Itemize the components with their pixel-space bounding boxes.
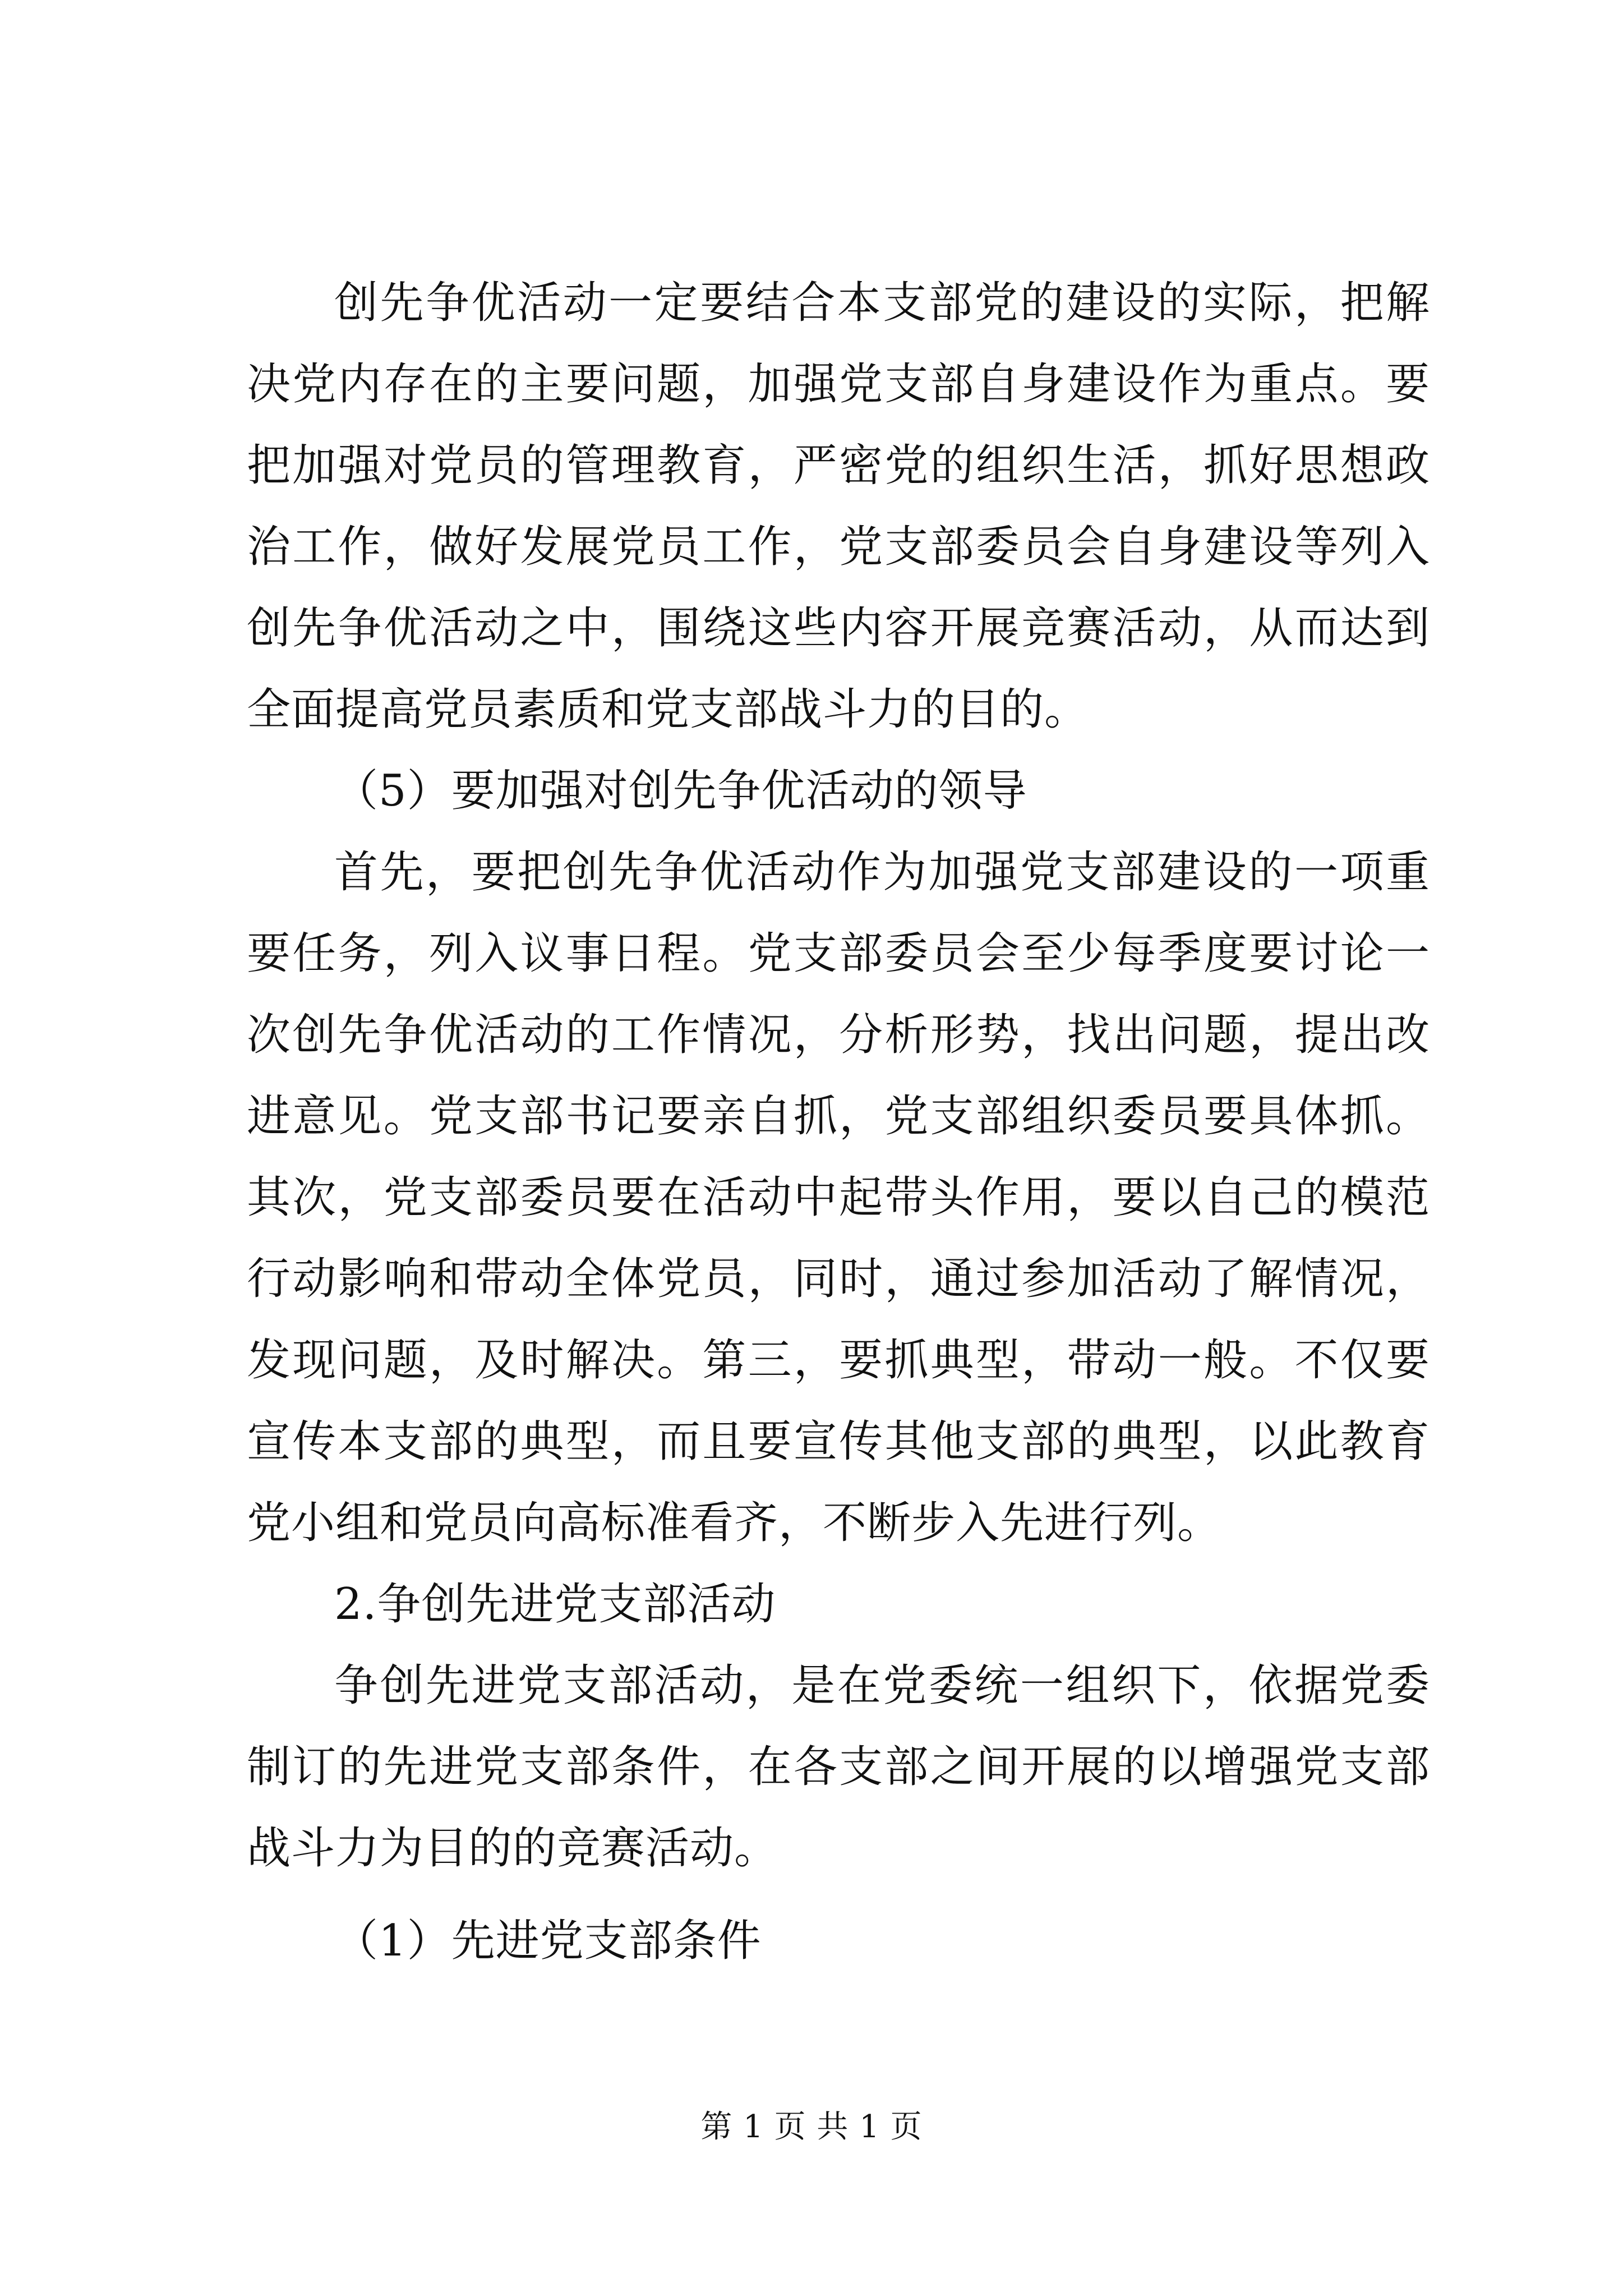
paragraph-2: 首先，要把创先争优活动作为加强党支部建设的一项重要任务，列入议事日程。党支部委员会至少每季度要讨论一次创先争优活动的工作情况，分析形势，找出问题，提出改进意见。党支部书记要亲自抓，党支部组织委员要具体抓。其次，党支部委员要在活动中起带头作用，要以自己的模范行动影响和带动全体党员，同时，通过参加活动了解情况，发现问题，及时解决。第三，要抓典型，带动一般。不仅要宣传本支部的典型，而且要宣传其他支部的典型，以此教育党小组和党员向高标准看齐，不断步入先进行列。 [247,847,1430,1548]
section-heading-2: 2.争创先进党支部活动 [334,1579,776,1630]
paragraph-1: 创先争优活动一定要结合本支部党的建设的实际，把解决党内存在的主要问题，加强党支部自身建设作为重点。要把加强对党员的管理教育，严密党的组织生活，抓好思想政治工作，做好发展党员工作，党支部委员会自身建设等列入创先争优活动之中，围绕这些内容开展竞赛活动，从而达到全面提高党员素质和党支部战斗力的目的。 [247,278,1430,735]
section-heading-1: （1）先进党支部条件 [334,1916,762,1966]
section-heading-5: （5）要加强对创先争优活动的领导 [334,766,1027,816]
page-footer: 第 1 页 共 1 页 [700,2109,923,2145]
paragraph-3: 争创先进党支部活动，是在党委统一组织下，依据党委制订的先进党支部条件，在各支部之间开展的以增强党支部战斗力为目的的竞赛活动。 [247,1660,1430,1874]
document-body [247,263,1430,1982]
